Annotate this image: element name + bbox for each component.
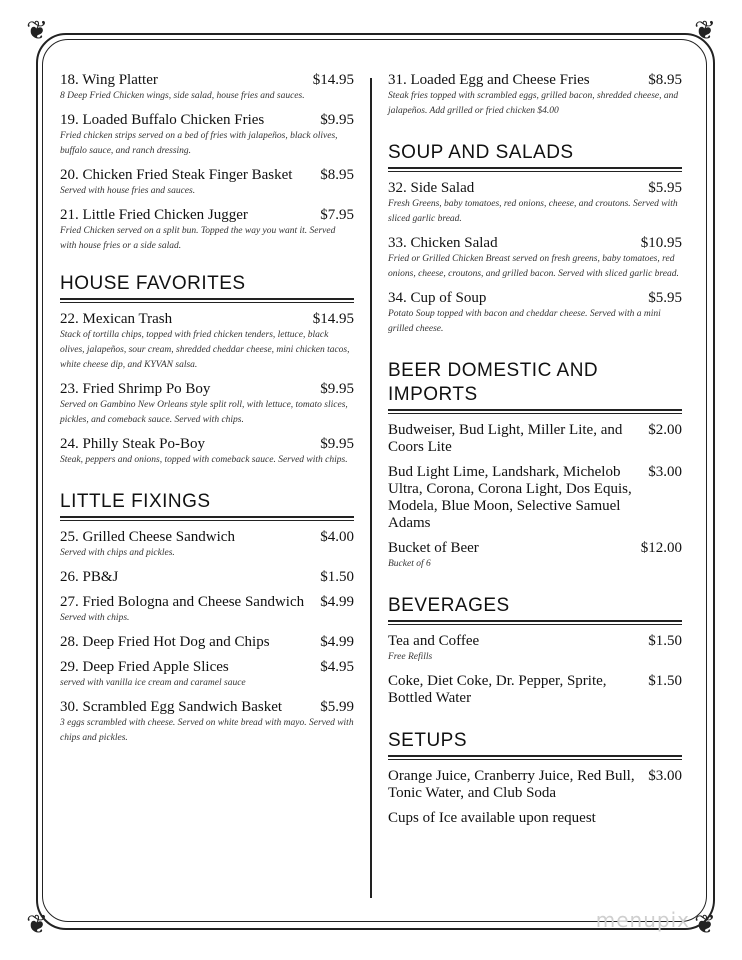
menu-item [60, 634, 354, 651]
ice-note: Cups of Ice available upon request [388, 810, 596, 826]
menu-item-price: $14.95 [312, 72, 354, 88]
section-rule [388, 409, 682, 414]
menu-item-description: Potato Soup topped with bacon and cheddar cheese. Served with a mini grilled cheese. [388, 309, 661, 334]
right-column [388, 72, 682, 827]
section-rule [388, 755, 682, 760]
menu-item-name: 25. Grilled Cheese Sandwich [60, 529, 235, 545]
menu-item-name: 30. Scrambled Egg Sandwich Basket [60, 699, 283, 715]
section-rule [60, 298, 354, 303]
menu-item-name: 21. Little Fried Chicken Jugger [60, 207, 248, 223]
menu-item-name: Orange Juice, Cranberry Juice, Red Bull, Tonic Water, and Club Soda [388, 768, 635, 801]
ornament-icon: ❦ [694, 16, 716, 46]
menu-item-price: $10.95 [640, 235, 682, 251]
menu-item-description: Steak, peppers and onions, topped with comeback sauce. Served with chips. [60, 455, 348, 465]
menu-item [388, 422, 682, 456]
menu-item [388, 180, 682, 227]
menu-item-price: $1.50 [648, 633, 682, 649]
ornament-icon: ❦ [694, 910, 716, 940]
menu-item-price: $5.95 [648, 180, 682, 196]
menu-item-price: $9.95 [320, 436, 354, 452]
menu-item [388, 464, 682, 532]
menu-item-price: $7.95 [320, 207, 354, 223]
section-title-setups: SETUPS [388, 730, 468, 751]
menu-item-description: Fried Chicken served on a split bun. Topped the way you want it. Served with house fries or a side salad. [60, 226, 336, 251]
menu-item-price: $9.95 [320, 381, 354, 397]
menu-item-name: 26. PB&J [60, 569, 119, 585]
menu-item-name: 27. Fried Bologna and Cheese Sandwich [60, 594, 305, 610]
menu-item-description: served with vanilla ice cream and caramel sauce [60, 678, 246, 688]
menu-item [388, 72, 682, 119]
menu-item-description: Served with chips and pickles. [60, 548, 175, 558]
menu-item-description: Steak fries topped with scrambled eggs, grilled bacon, shredded cheese, and jalapeños. Add grilled or fried chicken $4.00 [388, 91, 679, 116]
menu-item-description: Fresh Greens, baby tomatoes, red onions, cheese, and croutons. Served with sliced garlic bread. [388, 199, 678, 224]
menu-item-name: Budweiser, Bud Light, Miller Lite, and Coors Lite [388, 422, 623, 455]
menu-item-name: 34. Cup of Soup [388, 290, 487, 306]
menu-item-price: $1.50 [648, 673, 682, 689]
menu-item-description: 3 eggs scrambled with cheese. Served on white bread with mayo. Served with chips and pickles. [60, 718, 354, 743]
menu-item [60, 594, 354, 626]
menu-item-price: $5.99 [320, 699, 354, 715]
left-column [60, 72, 354, 754]
menu-item [388, 768, 682, 802]
menu-item-name: Tea and Coffee [388, 633, 480, 649]
section-rule [388, 167, 682, 172]
menu-item [60, 311, 354, 373]
menu-item-description: Served with house fries and sauces. [60, 186, 196, 196]
menu-item [388, 235, 682, 282]
menu-item-name: 22. Mexican Trash [60, 311, 173, 327]
menu-item-description: Free Refills [388, 652, 433, 662]
section-title-beer: BEER DOMESTIC AND IMPORTS [388, 360, 599, 405]
menu-item-price: $4.99 [320, 634, 354, 650]
menu-item-name: Bud Light Lime, Landshark, Michelob Ultra, Corona, Corona Light, Dos Equis, Modela, Blue Moon, Selective Samuel Adams [388, 464, 632, 531]
menu-item-name: 23. Fried Shrimp Po Boy [60, 381, 211, 397]
menu-item-name: Bucket of Beer [388, 540, 479, 556]
menu-item-name: 31. Loaded Egg and Cheese Fries [388, 72, 590, 88]
menu-item [60, 112, 354, 159]
menu-item-name: 24. Philly Steak Po-Boy [60, 436, 206, 452]
menu-item-price: $4.99 [320, 594, 354, 610]
menu-item-price: $5.95 [648, 290, 682, 306]
menu-item-description: Served with chips. [60, 613, 130, 623]
column-divider [370, 78, 372, 898]
menu-item [60, 207, 354, 254]
menu-item [60, 699, 354, 746]
section-title-soup-salads: SOUP AND SALADS [388, 142, 574, 163]
section-rule [388, 620, 682, 625]
section-title-little-fixings: LITTLE FIXINGS [60, 491, 211, 512]
menu-item-price: $9.95 [320, 112, 354, 128]
menu-item [60, 167, 354, 199]
menu-item-price: $3.00 [648, 768, 682, 784]
menu-item-name: 32. Side Salad [388, 180, 475, 196]
menu-item [388, 633, 682, 665]
menu-item-name: 20. Chicken Fried Steak Finger Basket [60, 167, 293, 183]
section-rule [60, 516, 354, 521]
menu-item-price: $1.50 [320, 569, 354, 585]
menu-item-description: 8 Deep Fried Chicken wings, side salad, house fries and sauces. [60, 91, 305, 101]
menu-item [60, 659, 354, 691]
section-title-house-favorites: HOUSE FAVORITES [60, 273, 246, 294]
menu-item-price: $8.95 [320, 167, 354, 183]
menu-item-description: Bucket of 6 [388, 559, 431, 569]
menu-item [60, 436, 354, 468]
menu-item [60, 529, 354, 561]
menu-item-name: 28. Deep Fried Hot Dog and Chips [60, 634, 270, 650]
menu-item-name: 33. Chicken Salad [388, 235, 498, 251]
menu-item [388, 673, 682, 707]
menu-item-price: $12.00 [640, 540, 682, 556]
menu-item-name: Coke, Diet Coke, Dr. Pepper, Sprite, Bottled Water [388, 673, 607, 706]
menu-item-price: $2.00 [648, 422, 682, 438]
menu-item [60, 72, 354, 104]
section-title-beverages: BEVERAGES [388, 595, 510, 616]
watermark: menupix [595, 908, 690, 932]
menu-item [60, 381, 354, 428]
menu-item-price: $4.95 [320, 659, 354, 675]
menu-item-description: Fried chicken strips served on a bed of fries with jalapeños, black olives, buffalo sauce, and ranch dressing. [60, 131, 338, 156]
menu-item [388, 290, 682, 337]
menu-item-name: 18. Wing Platter [60, 72, 158, 88]
menu-item-price: $8.95 [648, 72, 682, 88]
menu-item-price: $14.95 [312, 311, 354, 327]
menu-item [60, 569, 354, 586]
menu-item [388, 540, 682, 572]
menu-item-price: $4.00 [320, 529, 354, 545]
ornament-icon: ❦ [26, 910, 48, 940]
menu-item-name: 29. Deep Fried Apple Slices [60, 659, 229, 675]
menu-item-name: 19. Loaded Buffalo Chicken Fries [60, 112, 265, 128]
ornament-icon: ❦ [26, 16, 48, 46]
menu-item-description: Served on Gambino New Orleans style split roll, with lettuce, tomato slices, pickles, and comeback sauce. Served with chips. [60, 400, 348, 425]
menu-item-description: Stack of tortilla chips, topped with fried chicken tenders, lettuce, black olives, jalapeños, sour cream, shredded cheddar cheese, mini chicken tacos, white cheese dip, and KYVAN salsa. [60, 330, 350, 370]
menu-item-description: Fried or Grilled Chicken Breast served on fresh greens, baby tomatoes, red onions, cheese, croutons, and grilled bacon. Served with sliced garlic bread. [388, 254, 679, 279]
menu-item-price: $3.00 [648, 464, 682, 480]
